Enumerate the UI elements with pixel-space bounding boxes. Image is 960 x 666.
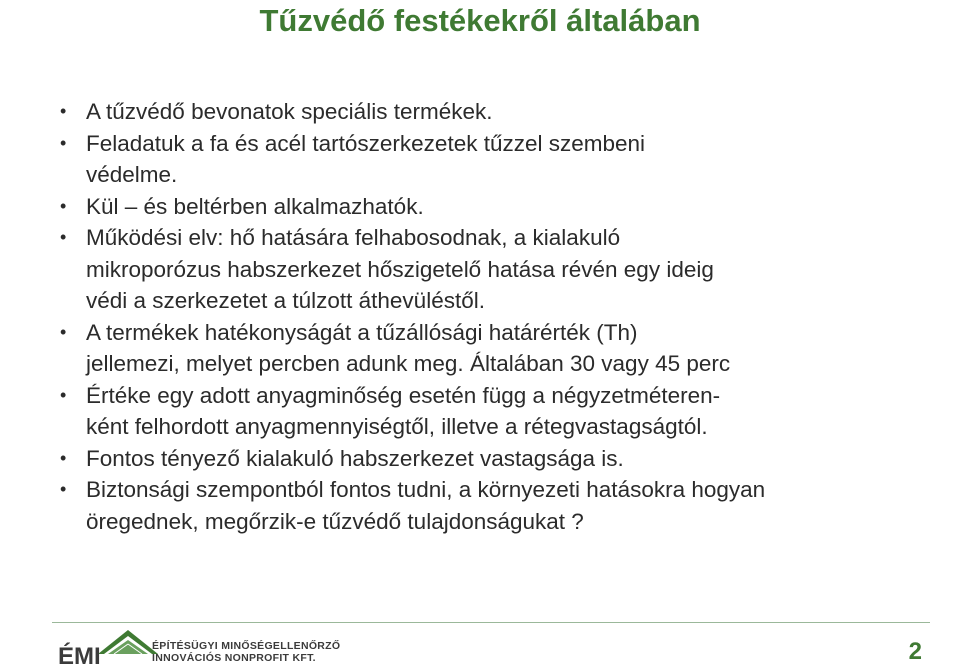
svg-text:ÉMI: ÉMI	[58, 643, 101, 666]
bullet-list	[60, 96, 920, 537]
bullet-marker: •	[60, 195, 67, 216]
bullet-item	[60, 128, 920, 160]
bullet-item	[60, 96, 920, 128]
bullet-text: öregednek, megőrzik-e tűzvédő tulajdonságukat ?	[86, 508, 584, 534]
bullet-item	[60, 191, 920, 223]
bullet-text: Feladatuk a fa és acél tartószerkezetek tűzzel szembeni	[86, 130, 646, 156]
page-number: 2	[908, 638, 922, 665]
bullet-text: Kül – és beltérben alkalmazhatók.	[86, 193, 424, 219]
bullet-item	[60, 380, 920, 412]
slide-title: Tűzvédő festékekről általában	[259, 3, 701, 38]
organization-line-1: ÉPÍTÉSÜGYI MINŐSÉGELLENŐRZŐ	[152, 640, 341, 652]
bullet-text: Értéke egy adott anyagminőség esetén függ a négyzetméteren-	[86, 382, 721, 408]
bullet-text: Fontos tényező kialakuló habszerkezet vastagsága is.	[86, 445, 624, 471]
bullet-item	[60, 443, 920, 475]
bullet-continuation	[60, 159, 920, 191]
bullet-marker: •	[60, 101, 67, 121]
bullet-text: védi a szerkezetet a túlzott áthevüléstől.	[86, 288, 485, 313]
bullet-text: mikroporózus habszerkezet hőszigetelő hatása révén egy ideig	[86, 256, 714, 282]
bullet-marker: •	[60, 384, 67, 405]
bullet-item	[60, 317, 920, 349]
bullet-item	[60, 222, 920, 254]
bullet-text: Működési elv: hő hatására felhabosodnak, a kialakuló	[86, 225, 621, 250]
bullet-continuation	[60, 411, 920, 443]
footer-divider	[52, 622, 930, 623]
bullet-marker: •	[60, 321, 67, 342]
organization-line-2: INNOVÁCIÓS NONPROFIT KFT.	[152, 652, 316, 664]
bullet-continuation	[60, 348, 920, 380]
bullet-text: ként felhordott anyagmennyiségtől, illetve a rétegvastagságtól.	[86, 414, 708, 439]
bullet-continuation	[60, 254, 920, 286]
bullet-text: A termékek hatékonyságát a tűzállósági határérték (Th)	[86, 319, 638, 345]
bullet-marker: •	[60, 132, 67, 153]
bullet-text: A tűzvédő bevonatok speciális termékek.	[86, 99, 493, 124]
bullet-text: védelme.	[86, 162, 178, 187]
bullet-continuation	[60, 506, 920, 538]
bullet-marker: •	[60, 447, 67, 468]
bullet-continuation	[60, 285, 920, 317]
bullet-item	[60, 474, 920, 506]
bullet-text: jellemezi, melyet percben adunk meg. Általában 30 vagy 45 perc	[86, 351, 731, 376]
bullet-text: Biztonsági szempontból fontos tudni, a környezeti hatásokra hogyan	[86, 477, 766, 502]
organization-name	[152, 640, 340, 664]
bullet-marker: •	[60, 227, 67, 247]
bullet-marker: •	[60, 479, 67, 499]
